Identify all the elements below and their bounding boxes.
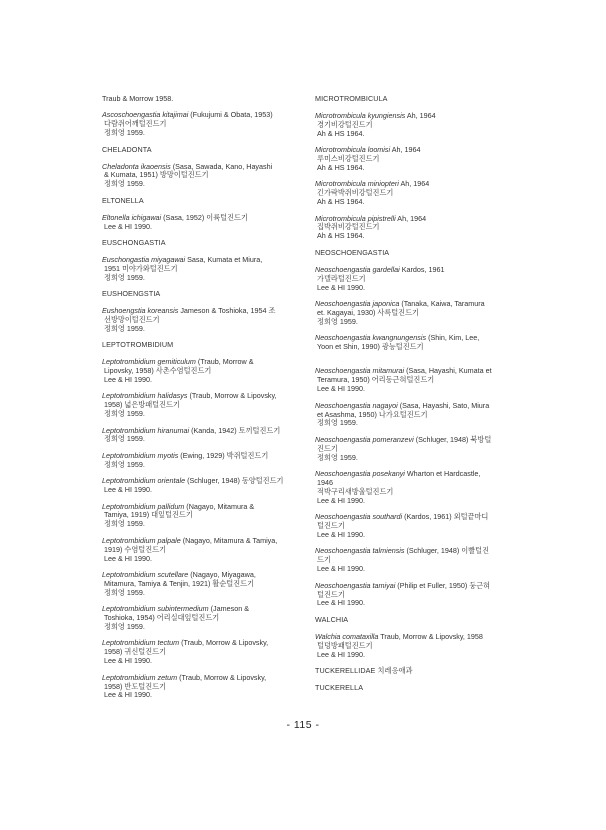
- species-entry: [315, 300, 505, 327]
- species-entry: [315, 547, 505, 574]
- entry-line: [315, 232, 505, 241]
- species-name: Leptotrombidium tectum: [102, 638, 180, 648]
- entry-text: 털진드기: [317, 589, 345, 599]
- species-name: Eltonella ichigawai: [102, 212, 162, 222]
- species-entry: [102, 163, 290, 190]
- species-entry: [315, 180, 505, 207]
- entry-text: (Traub, Morrow & Lipovsky,: [187, 391, 277, 401]
- entry-text: Lee & HI 1990.: [104, 221, 152, 231]
- species-name: Leptotrombidium pallidum: [102, 501, 185, 511]
- species-name: Neoschoengastia gardellai: [315, 264, 400, 274]
- entry-line: [102, 520, 290, 529]
- entry-text: Ah, 1964: [395, 213, 427, 223]
- entry-line: [315, 436, 505, 445]
- entry-line: [315, 565, 505, 574]
- entry-line: [315, 470, 505, 479]
- genus-heading: CHELADONTA: [102, 144, 152, 154]
- entry-text: Jameson & Toshioka, 1954 조: [178, 306, 276, 315]
- entry-text: (Schluger, 1948) 이빨털진: [404, 546, 490, 556]
- genus-heading: TUCKERELLA: [315, 682, 364, 692]
- entry-text: et Asashma, 1950) 나가요털진드기: [317, 409, 428, 419]
- entry-text: 정희영 1959.: [104, 459, 145, 469]
- species-entry: [315, 334, 505, 352]
- species-name: Neoschoengastia kwangnungensis: [315, 333, 427, 343]
- entry-text: 정희영 1959.: [317, 316, 358, 326]
- species-entry: [102, 477, 290, 495]
- entry-text: (Fukujumi & Obata, 1953): [188, 110, 273, 120]
- entry-text: Lee & HI 1990.: [317, 564, 365, 574]
- species-entry: [102, 307, 290, 334]
- entry-text: 진드기: [317, 443, 338, 453]
- entry-text: 적박구리새방울털진드기: [317, 486, 394, 496]
- species-name: Leptotrombidium zetum: [102, 672, 178, 682]
- entry-text: 드기: [317, 555, 331, 565]
- species-name: Leptotrombidium palpale: [102, 535, 181, 545]
- entry-line: [315, 651, 505, 660]
- entry-text: Traub, Morrow & Lipovsky, 1958: [378, 631, 483, 641]
- entry-text: 루미스비강털진드기: [317, 154, 380, 164]
- entry-line: [102, 223, 290, 232]
- entry-text: 정희영 1959.: [104, 587, 145, 597]
- entry-text: 털진드기: [317, 521, 345, 531]
- entry-line: [102, 486, 290, 495]
- species-name: Cheladonta ikaoensis: [102, 161, 171, 171]
- entry-text: Sasa, Kumata et Miura,: [185, 254, 263, 264]
- species-name: Euschongastia miyagawai: [102, 254, 186, 264]
- species-name: Microtrombicula kyungiensis: [315, 110, 406, 120]
- species-name: Leptotrombidium orientale: [102, 476, 186, 486]
- entry-text: et. Kagayai, 1930) 사륵털진드기: [317, 307, 419, 317]
- entry-line: [102, 274, 290, 283]
- species-name: Microtrombicula loomisi: [315, 145, 391, 155]
- entry-line: [102, 325, 290, 334]
- entry-text: Lee & HI 1990.: [317, 598, 365, 608]
- entry-text: (Kanda, 1942) 토끼털진드기: [189, 425, 281, 435]
- entry-text: 정희영 1959.: [104, 519, 145, 529]
- species-entry: [315, 215, 505, 242]
- species-name: Neoschoengastia japonica: [315, 298, 400, 308]
- species-name: Leptotrombidium subintermedium: [102, 604, 209, 614]
- entry-line: [102, 180, 290, 189]
- species-entry: [315, 112, 505, 139]
- entry-line: [102, 129, 290, 138]
- entry-text: & Kumata, 1951) 방망이털진드기: [104, 170, 209, 180]
- entry-text: Lee & HI 1990.: [317, 384, 365, 394]
- species-entry: [102, 503, 290, 530]
- page-number: - 115 -: [286, 719, 320, 731]
- entry-text: Ah & HS 1964.: [317, 128, 365, 138]
- species-name: Neoschoengastia talmiensis: [315, 546, 405, 556]
- species-entry: [102, 674, 290, 701]
- species-entry: [315, 470, 505, 506]
- entry-text: 1958) 넓은방패털진드기: [104, 400, 180, 410]
- species-name: Leptotrombidium gemiticulum: [102, 357, 196, 367]
- entry-text: Mitamura, Tamiya & Tenjin, 1921) 활순털진드기: [104, 578, 255, 588]
- entry-text: Yoon et Shin, 1990) 광능털진드기: [317, 342, 424, 352]
- entry-text: Wharton et Hardcastle,: [404, 469, 481, 479]
- genus-heading: WALCHIA: [315, 614, 349, 624]
- entry-text: (Traub, Morrow & Lipovsky,: [179, 638, 269, 648]
- entry-line: [102, 589, 290, 598]
- entry-line: [102, 376, 290, 385]
- entry-text: Ah & HS 1964.: [317, 197, 365, 207]
- entry-text: 정희영 1959.: [317, 452, 358, 462]
- genus-heading: ELTONELLA: [102, 195, 144, 205]
- species-name: Leptotrombidium halidasys: [102, 391, 188, 401]
- entry-text: (Traub, Morrow & Lipovsky,: [177, 672, 267, 682]
- entry-line: [315, 419, 505, 428]
- species-name: Neoschoengastia nagayoi: [315, 400, 398, 410]
- entry-text: Lee & HI 1990.: [317, 495, 365, 505]
- entry-line: [315, 497, 505, 506]
- entry-text: (Ewing, 1929) 박쥐털진드기: [178, 450, 269, 460]
- species-name: Leptotrombidium scutellare: [102, 569, 189, 579]
- entry-line: [315, 130, 505, 139]
- entry-text: Teramura, 1950) 어리동근혀털진드기: [317, 375, 435, 385]
- entry-text: Toshioka, 1954) 어리실대잎털진드기: [104, 613, 220, 623]
- entry-text: Lee & HI 1990.: [104, 690, 152, 700]
- entry-text: Traub & Morrow 1958.: [102, 94, 174, 103]
- entry-text: (Jameson &: [208, 604, 250, 614]
- entry-text: Lee & HI 1990.: [104, 485, 152, 495]
- genus-heading: MICROTROMBICULA: [315, 94, 388, 103]
- species-entry: [102, 571, 290, 598]
- entry-text: 경기비강털진드기: [317, 119, 373, 129]
- species-entry: [102, 214, 290, 232]
- entry-text: 가델라털진드기: [317, 273, 366, 283]
- entry-text: 정희영 1959.: [317, 418, 358, 428]
- species-name: Neoschoengastia tamiyai: [315, 580, 396, 590]
- genus-heading: LEPTOTROMBIDIUM: [102, 340, 174, 350]
- entry-line: [102, 435, 290, 444]
- species-name: Neoschoengastia mitamurai: [315, 366, 405, 376]
- entry-line: [102, 95, 290, 104]
- entry-text: (Shin, Kim, Lee,: [426, 333, 480, 343]
- species-entry: [102, 256, 290, 283]
- entry-line: [315, 385, 505, 394]
- entry-line: [315, 343, 505, 352]
- species-entry: [315, 367, 505, 394]
- species-name: Leptotrombidium myotis: [102, 450, 179, 460]
- right-column: [315, 95, 505, 701]
- entry-text: Lee & HI 1990.: [317, 282, 365, 292]
- species-name: Eushoengstia koreansis: [102, 306, 179, 315]
- entry-line: [315, 284, 505, 293]
- entry-text: (Sasa, Hayashi, Kumata et: [404, 366, 492, 376]
- entry-line: [315, 547, 505, 556]
- species-entry: [102, 427, 290, 445]
- species-entry: [102, 111, 290, 138]
- genus-heading: TUCKERELLIDAE 치레응애과: [315, 666, 413, 675]
- entry-text: Lipovsky, 1958) 사촌수염털진드기: [104, 366, 212, 376]
- entry-text: 1946: [317, 478, 333, 487]
- species-name: Walchia comataxilla: [315, 631, 379, 641]
- entry-text: 선방망이털진드기: [104, 314, 160, 324]
- species-entry: [315, 633, 505, 660]
- entry-text: 1958) 반도털진드기: [104, 681, 167, 691]
- species-name: Neoschoengastia pomeranzevi: [315, 434, 414, 444]
- genus-heading: NEOSCHOENGASTIA: [315, 247, 390, 257]
- entry-text: Ah, 1964: [390, 145, 421, 155]
- left-column: [102, 95, 290, 708]
- entry-text: 다람쥐어깨털진드기: [104, 119, 167, 129]
- species-entry: [102, 639, 290, 666]
- species-entry: [102, 358, 290, 385]
- entry-text: Lee & HI 1990.: [317, 649, 365, 659]
- entry-text: (Nagayo, Mitamura &: [184, 501, 255, 511]
- entry-line: [315, 531, 505, 540]
- entry-text: (Philip et Fuller, 1950) 둥근혀: [395, 580, 491, 590]
- entry-text: 정희영 1959.: [104, 128, 145, 138]
- entry-text: Kardos, 1961: [399, 264, 445, 274]
- entry-text: 1919) 수염털진드기: [104, 544, 167, 554]
- species-name: Neoschoengastia posekanyi: [315, 469, 405, 479]
- entry-line: [315, 318, 505, 327]
- species-entry: [102, 452, 290, 470]
- entry-text: (Traub, Morrow &: [195, 357, 254, 367]
- species-entry: [102, 392, 290, 419]
- entry-text: (Sasa, 1952) 이륙털진드기: [161, 212, 248, 222]
- entry-line: [102, 691, 290, 700]
- entry-text: Ah & HS 1964.: [317, 231, 365, 241]
- species-name: Neoschoengastia southardi: [315, 512, 403, 522]
- species-entry: [315, 582, 505, 609]
- entry-text: Ah & HS 1964.: [317, 162, 365, 172]
- species-name: Leptotrombidium hiranumai: [102, 425, 190, 435]
- entry-text: (Kardos, 1961) 외털끝마디: [402, 512, 489, 522]
- species-entry: [315, 513, 505, 540]
- entry-text: (Tanaka, Kaiwa, Taramura: [399, 298, 485, 308]
- entry-text: 정희영 1959.: [104, 409, 145, 419]
- entry-text: 1958) 귀신털진드기: [104, 647, 167, 657]
- species-entry: [315, 402, 505, 429]
- entry-line: [102, 623, 290, 632]
- genus-heading: EUSHOENGSTIA: [102, 289, 161, 299]
- species-name: Microtrombicula pipistrelli: [315, 213, 396, 223]
- species-name: Ascoschoengastia kitajimai: [102, 110, 189, 120]
- entry-text: Ah, 1964: [405, 110, 436, 120]
- entry-line: [102, 555, 290, 564]
- entry-text: 정희영 1959.: [104, 323, 145, 333]
- entry-text: 긴가락박쥐비강털진드기: [317, 188, 394, 198]
- species-entry: [102, 605, 290, 632]
- species-entry: [102, 537, 290, 564]
- entry-text: Lee & HI 1990.: [317, 530, 365, 540]
- entry-text: 정희영 1959.: [104, 179, 145, 189]
- entry-line: [315, 454, 505, 463]
- entry-text: 정희영 1959.: [104, 434, 145, 444]
- entry-line: [315, 164, 505, 173]
- entry-text: (Schluger, 1948) 동양털진드기: [185, 476, 284, 486]
- species-entry: [102, 95, 290, 104]
- entry-text: (Sasa, Sawada, Kano, Hayashi: [170, 161, 273, 171]
- entry-text: Lee & HI 1990.: [104, 374, 152, 384]
- entry-text: 1951 미야가와털진드기: [104, 263, 178, 273]
- entry-text: (Sasa, Hayashi, Sato, Miura: [397, 400, 490, 410]
- entry-text: Lee & HI 1990.: [104, 656, 152, 666]
- entry-text: (Nagayo, Miyagawa,: [188, 569, 256, 579]
- species-entry: [315, 146, 505, 173]
- entry-text: Ah, 1964: [398, 179, 430, 189]
- entry-text: 털덩방패털진드기: [317, 640, 373, 650]
- species-entry: [315, 266, 505, 293]
- entry-text: (Schluger, 1948) 북방털: [413, 434, 492, 444]
- species-entry: [315, 436, 505, 463]
- entry-line: [102, 461, 290, 470]
- entry-line: [102, 410, 290, 419]
- species-name: Microtrombicula miniopteri: [315, 179, 399, 189]
- entry-line: [315, 599, 505, 608]
- entry-line: [315, 198, 505, 207]
- entry-text: Lee & HI 1990.: [104, 553, 152, 563]
- genus-heading: EUSCHONGASTIA: [102, 237, 166, 247]
- entry-text: 정희영 1959.: [104, 621, 145, 631]
- entry-line: [102, 657, 290, 666]
- entry-text: 집박쥐비강털진드기: [317, 222, 380, 232]
- entry-text: (Nagayo, Mitamura & Tamiya,: [180, 535, 278, 545]
- entry-text: 정희영 1959.: [104, 272, 145, 282]
- entry-text: Tamiya, 1919) 대잎털진드기: [104, 510, 193, 520]
